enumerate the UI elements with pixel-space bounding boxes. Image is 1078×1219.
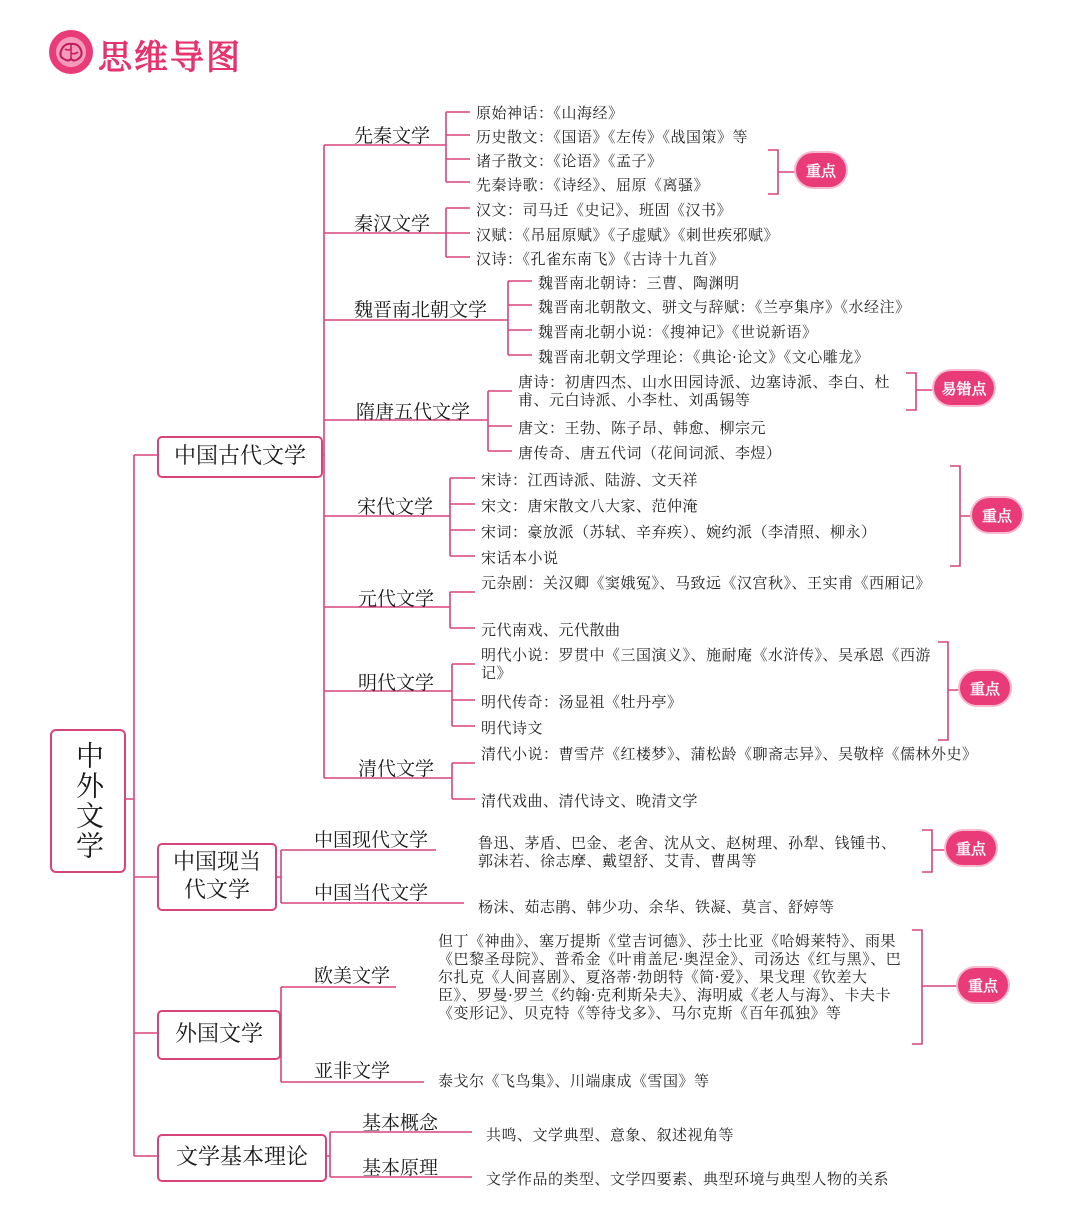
leaf-item: 明代小说：罗贯中《三国演义》、施耐庵《水浒传》、吴承恩《西游记》 bbox=[481, 646, 932, 682]
leaf-item: 历史散文：《国语》《左传》《战国策》等 bbox=[476, 128, 749, 146]
badge-bracket bbox=[938, 642, 960, 740]
node-yuan: 元代文学 bbox=[358, 588, 435, 610]
leaf-item: 文学作品的类型、文学四要素、典型环境与典型人物的关系 bbox=[486, 1170, 890, 1188]
root-node: 中外文学 bbox=[50, 729, 126, 873]
leaf-item: 汉诗：《孔雀东南飞》《古诗十九首》 bbox=[476, 250, 725, 268]
root-connector bbox=[122, 455, 157, 1156]
connector-line bbox=[474, 391, 512, 451]
branch-foreign: 外国文学 bbox=[157, 1010, 281, 1060]
error-prone-badge: 易错点 bbox=[934, 371, 994, 405]
connector-line bbox=[438, 763, 475, 799]
leaf-item: 汉文：司马迁《史记》、班固《汉书》 bbox=[476, 201, 733, 219]
leaf-item: 诸子散文：《论语》《孟子》 bbox=[476, 152, 663, 170]
leaf-item: 元代南戏、元代散曲 bbox=[481, 621, 621, 639]
leaf-item: 明代诗文 bbox=[481, 719, 544, 737]
leaf-item: 清代小说：曹雪芹《红楼梦》、蒲松龄《聊斋志异》、吴敬梓《儒林外史》 bbox=[481, 745, 978, 763]
node-qinhan: 秦汉文学 bbox=[354, 213, 431, 235]
leaf-item: 汉赋：《吊屈原赋》《子虚赋》《刺世疾邪赋》 bbox=[476, 226, 780, 244]
leaf-item: 唐文：王勃、陈子昂、韩愈、柳宗元 bbox=[518, 419, 767, 437]
leaf-item: 魏晋南北朝文学理论：《典论·论文》《文心雕龙》 bbox=[538, 348, 870, 366]
node-principles: 基本原理 bbox=[362, 1157, 439, 1179]
leaf-item: 宋文：唐宋散文八大家、范仲淹 bbox=[481, 497, 699, 515]
branch-modern-chinese: 中国现当代文学 bbox=[157, 843, 277, 911]
connector-line bbox=[436, 592, 475, 628]
leaf-item: 杨沫、茹志鹃、韩少功、余华、铁凝、莫言、舒婷等 bbox=[478, 898, 835, 916]
leaf-item: 清代戏曲、清代诗文、晚清文学 bbox=[481, 792, 699, 810]
leaf-item: 宋诗：江西诗派、陆游、文天祥 bbox=[481, 471, 699, 489]
node-qing: 清代文学 bbox=[358, 758, 435, 780]
node-xiandai: 中国现代文学 bbox=[314, 829, 429, 851]
leaf-item: 原始神话：《山海经》 bbox=[476, 104, 624, 122]
connector-line bbox=[494, 281, 532, 355]
header-title: 思维导图 bbox=[98, 38, 242, 78]
leaf-item: 鲁迅、茅盾、巴金、老舍、沈从文、赵树理、孙犁、钱锺书、郭沫若、徐志摩、戴望舒、艾青、曹禺等 bbox=[478, 834, 897, 870]
node-oumei: 欧美文学 bbox=[314, 965, 391, 987]
node-dangdai: 中国当代文学 bbox=[314, 882, 429, 904]
branch-ancient-chinese: 中国古代文学 bbox=[157, 436, 323, 478]
key-point-badge: 重点 bbox=[958, 968, 1008, 1002]
node-suitang: 隋唐五代文学 bbox=[356, 401, 471, 423]
leaf-item: 宋词：豪放派（苏轼、辛弃疾）、婉约派（李清照、柳永） bbox=[481, 523, 877, 541]
node-ming: 明代文学 bbox=[358, 672, 435, 694]
leaf-item: 先秦诗歌：《诗经》、屈原《离骚》 bbox=[476, 176, 710, 194]
node-xianqin: 先秦文学 bbox=[354, 125, 431, 147]
branch-theory: 文学基本理论 bbox=[157, 1134, 327, 1182]
leaf-item: 魏晋南北朝小说：《搜神记》《世说新语》 bbox=[538, 323, 818, 341]
leaf-item: 泰戈尔《飞鸟集》、川端康成《雪国》等 bbox=[438, 1072, 710, 1090]
key-point-badge: 重点 bbox=[972, 498, 1022, 532]
key-point-badge: 重点 bbox=[946, 831, 996, 865]
node-weijin: 魏晋南北朝文学 bbox=[354, 299, 488, 321]
leaf-item: 明代传奇：汤显祖《牡丹亭》 bbox=[481, 693, 683, 711]
leaf-item: 唐诗：初唐四杰、山水田园诗派、边塞诗派、李白、杜甫、元白诗派、小李杜、刘禹锡等 bbox=[518, 373, 891, 409]
badge-bracket bbox=[912, 930, 958, 1044]
leaf-item: 魏晋南北朝散文、骈文与辞赋：《兰亭集序》《水经注》 bbox=[538, 298, 911, 316]
connector-line bbox=[432, 112, 470, 182]
badge-bracket bbox=[768, 150, 796, 194]
node-yafei: 亚非文学 bbox=[314, 1060, 391, 1082]
badge-bracket bbox=[922, 830, 946, 872]
leaf-item: 共鸣、文学典型、意象、叙述视角等 bbox=[486, 1126, 735, 1144]
brain-icon bbox=[48, 29, 94, 75]
leaf-item: 元杂剧：关汉卿《窦娥冤》、马致远《汉宫秋》、王实甫《西厢记》 bbox=[481, 574, 932, 592]
leaf-item: 宋话本小说 bbox=[481, 549, 559, 567]
node-song: 宋代文学 bbox=[357, 496, 434, 518]
leaf-item: 但丁《神曲》、塞万提斯《堂吉诃德》、莎士比亚《哈姆莱特》、雨果《巴黎圣母院》、普希金《叶甫盖尼·奥涅金》、司汤达《红与黑》、巴尔扎克《人间喜剧》、夏洛蒂·勃朗特《简·爱》、果戈理《钦差大臣》、罗曼·罗兰《约翰·克利斯朵夫》、海明威《老人与海》、卡夫卡《变形记》、贝克特《等待戈多》、马尔克斯《百年孤独》等 bbox=[438, 932, 902, 1022]
node-concepts: 基本概念 bbox=[362, 1112, 439, 1134]
key-point-badge: 重点 bbox=[960, 671, 1010, 705]
key-point-badge: 重点 bbox=[796, 153, 846, 187]
connector-line bbox=[436, 478, 475, 556]
badge-bracket bbox=[950, 466, 972, 566]
badge-bracket bbox=[906, 373, 934, 410]
leaf-item: 魏晋南北朝诗：三曹、陶渊明 bbox=[538, 274, 740, 292]
connector-line bbox=[438, 664, 475, 726]
connector-line bbox=[432, 208, 470, 257]
leaf-item: 唐传奇、唐五代词（花间词派、李煜） bbox=[518, 444, 782, 462]
